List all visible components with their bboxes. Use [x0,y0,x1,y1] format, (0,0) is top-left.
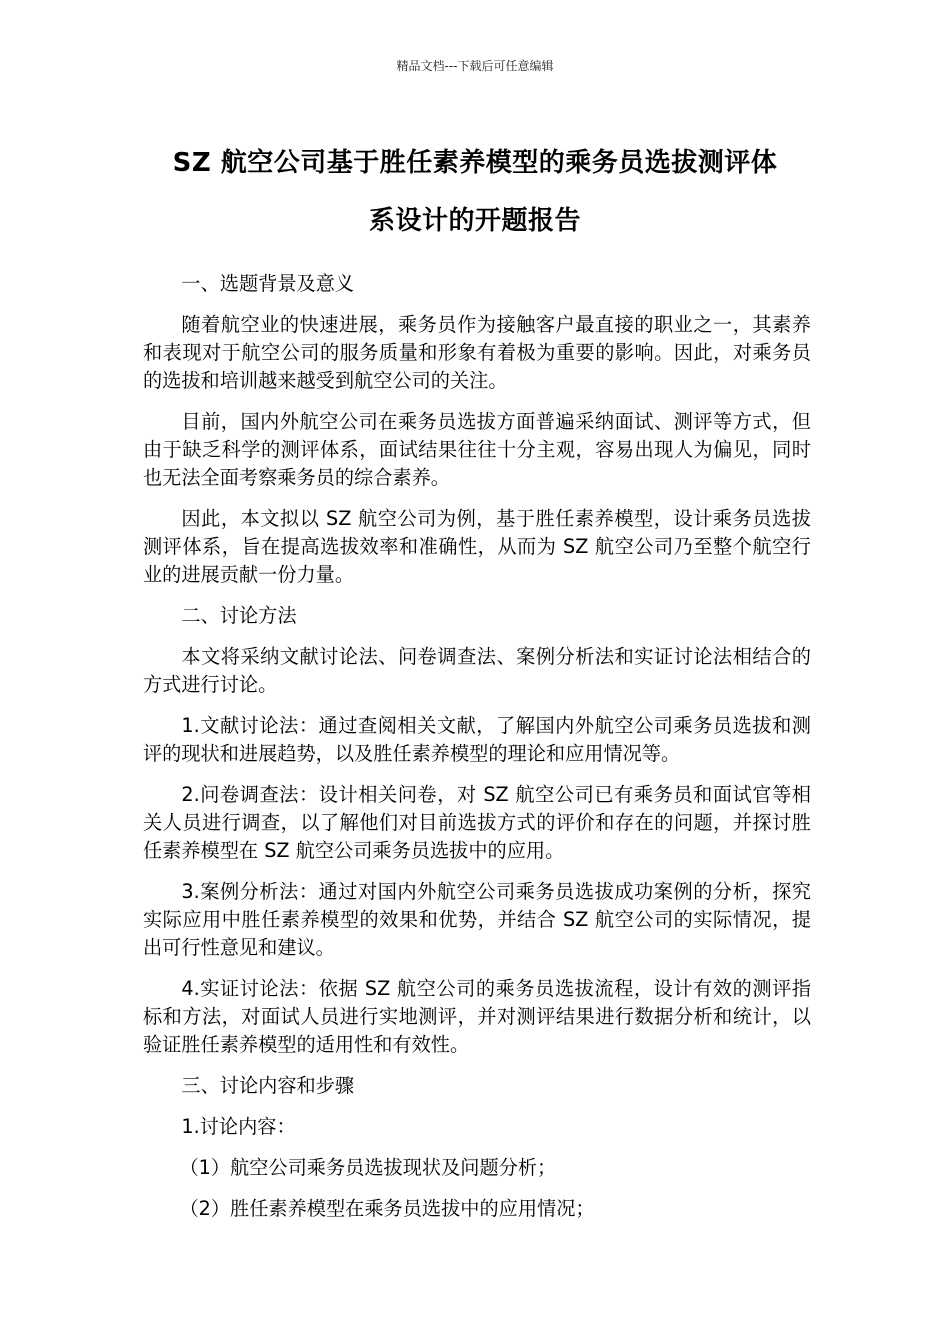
list-item: （1）航空公司乘务员选拔现状及问题分析； [179,1156,557,1179]
document-title [130,134,820,250]
title-line-2: 系设计的开题报告 [368,206,581,236]
header-note: 精品文档---下载后可任意编辑 [396,59,554,73]
method-item: 4.实证讨论法：依据 SZ 航空公司的乘务员选拔流程，设计有效的测评指标和方法，对面试人员进行实地测评，并对测评结果进行数据分析和统计，以验证胜任素养模型的适用性和有效性。 [143,977,811,1056]
document-body [143,270,811,1236]
subsection-heading: 1.讨论内容： [181,1115,296,1138]
method-item: 1.文献讨论法：通过查阅相关文献，了解国内外航空公司乘务员选拔和测评的现状和进展趋势，以及胜任素养模型的理论和应用情况等。 [143,714,811,765]
section-heading: 二、讨论方法 [181,604,297,627]
body-paragraph: 目前，国内外航空公司在乘务员选拔方面普遍采纳面试、测评等方式，但由于缺乏科学的测评体系，面试结果往往十分主观，容易出现人为偏见，同时也无法全面考察乘务员的综合素养。 [143,410,811,489]
body-paragraph: 因此，本文拟以 SZ 航空公司为例，基于胜任素养模型，设计乘务员选拔测评体系，旨在提高选拔效率和准确性，从而为 SZ 航空公司乃至整个航空行业的进展贡献一份力量。 [143,507,811,586]
method-item: 2.问卷调查法：设计相关问卷，对 SZ 航空公司已有乘务员和面试官等相关人员进行调查，以了解他们对目前选拔方式的评价和存在的问题，并探讨胜任素养模型在 SZ 航空公司乘务员选拔中的应用。 [143,783,811,862]
body-paragraph: 本文将采纳文献讨论法、问卷调查法、案例分析法和实证讨论法相结合的方式进行讨论。 [143,645,811,696]
method-item: 3.案例分析法：通过对国内外航空公司乘务员选拔成功案例的分析，探究实际应用中胜任素养模型的效果和优势，并结合 SZ 航空公司的实际情况，提出可行性意见和建议。 [143,880,811,959]
section-heading: 三、讨论内容和步骤 [181,1074,355,1097]
title-line-1: SZ 航空公司基于胜任素养模型的乘务员选拔测评体 [172,148,778,178]
list-item: （2）胜任素养模型在乘务员选拔中的应用情况； [179,1197,595,1220]
body-paragraph: 随着航空业的快速进展，乘务员作为接触客户最直接的职业之一，其素养和表现对于航空公司的服务质量和形象有着极为重要的影响。因此，对乘务员的选拔和培训越来越受到航空公司的关注。 [143,313,811,392]
section-heading: 一、选题背景及意义 [181,272,355,295]
